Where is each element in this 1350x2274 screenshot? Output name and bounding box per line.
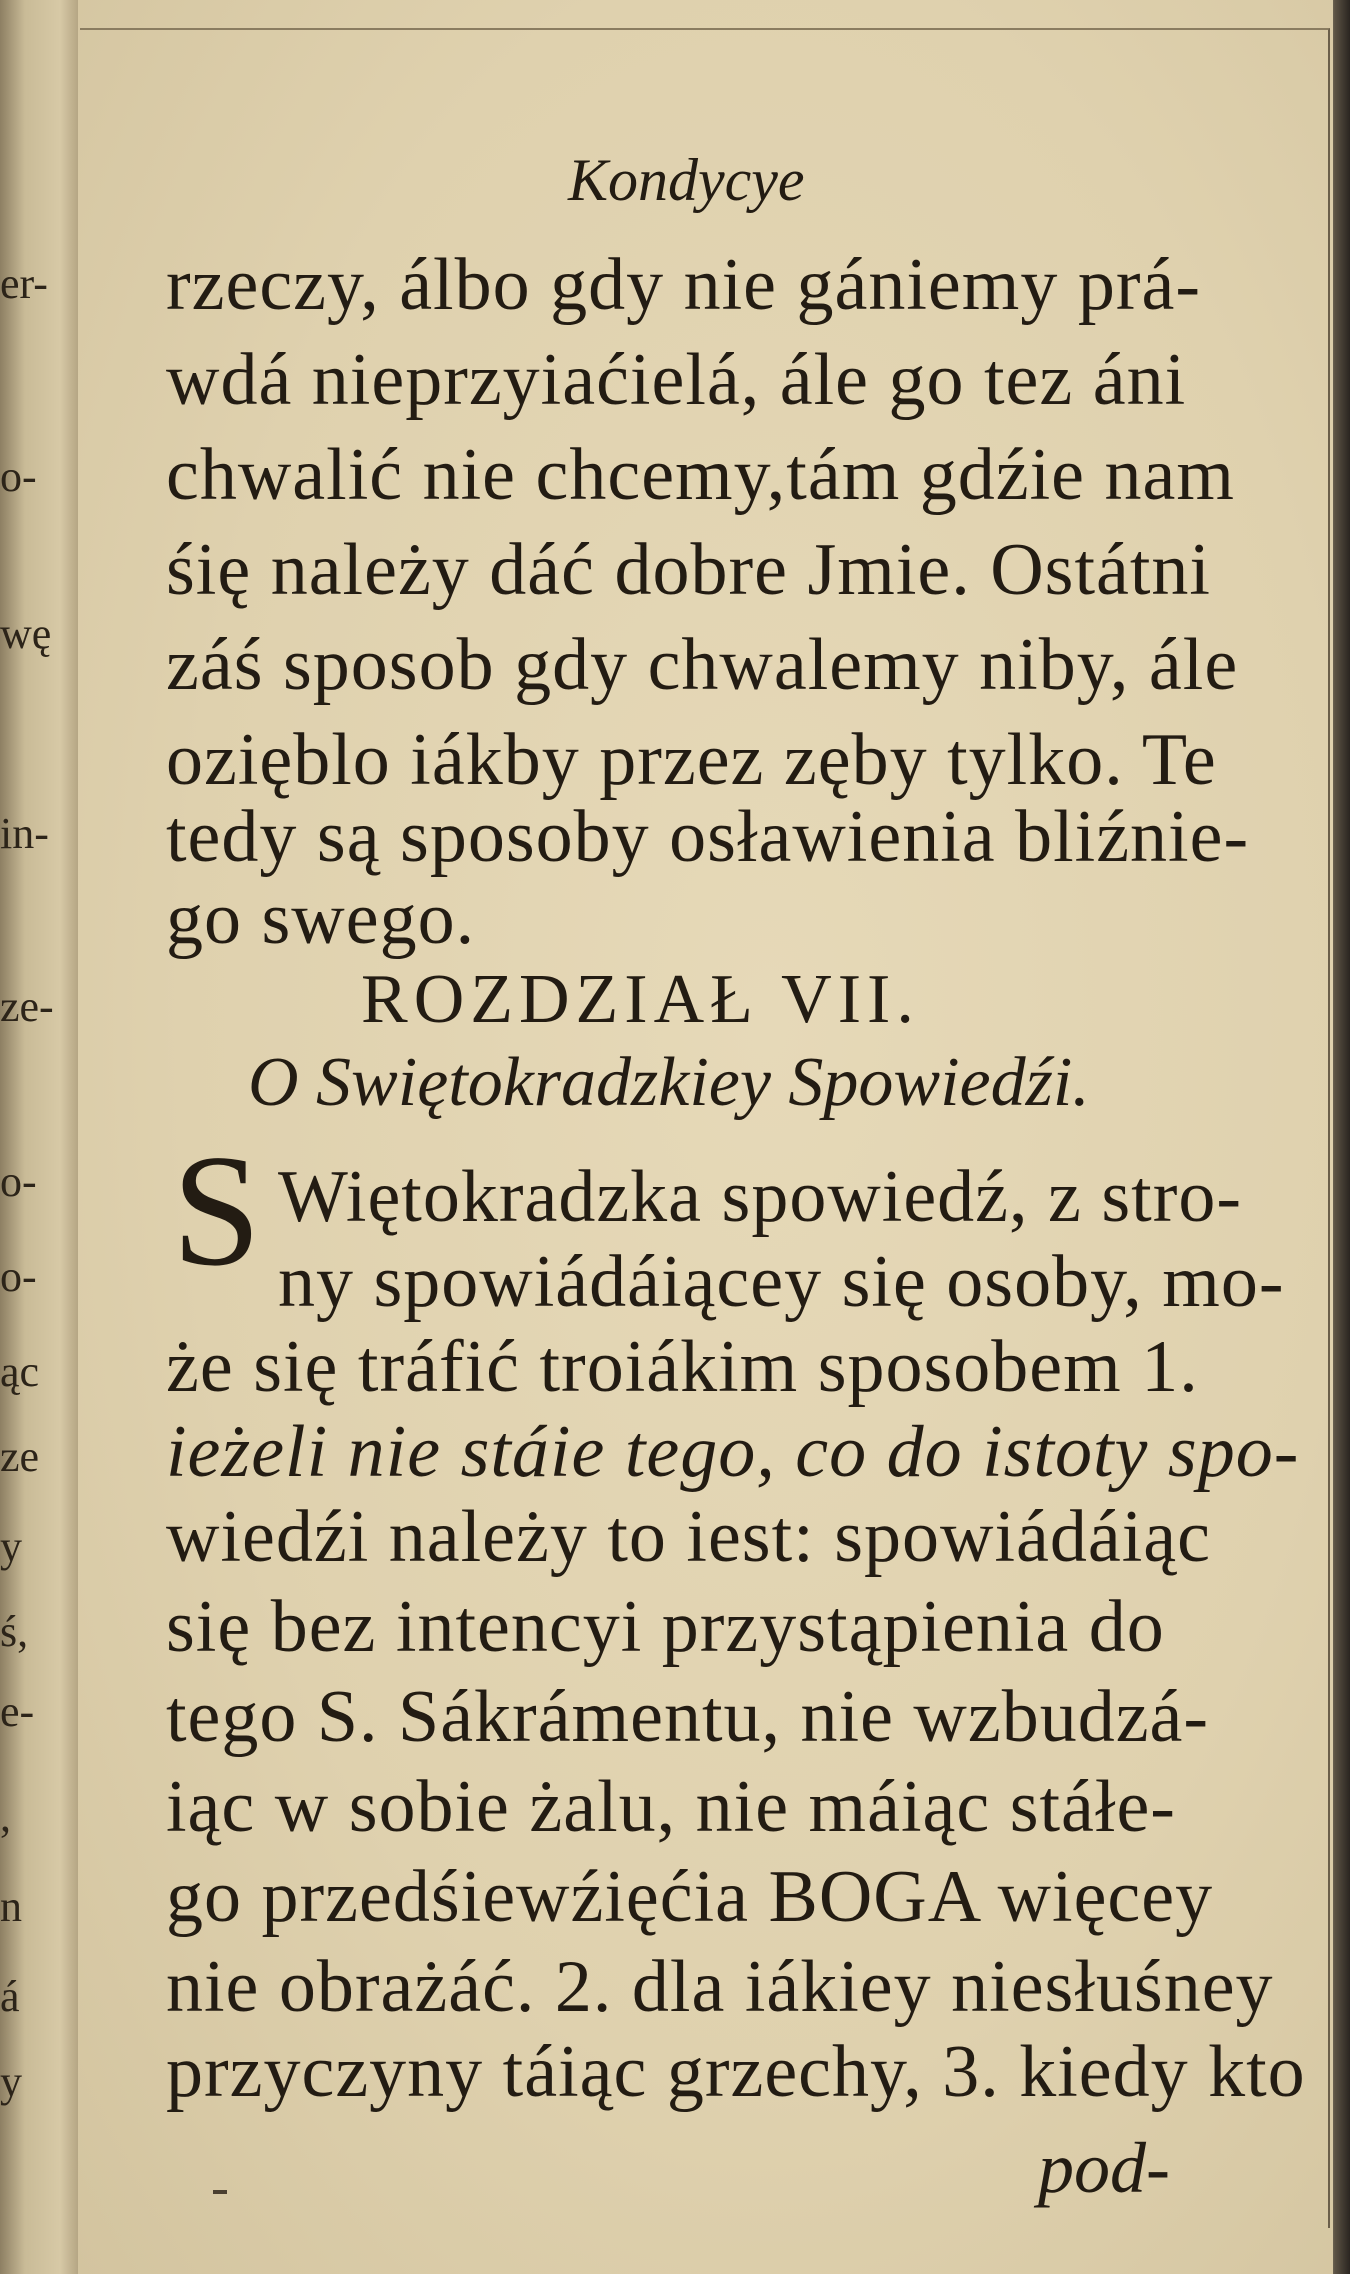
drop-cap: S — [172, 1121, 261, 1299]
margin-fragment: er- — [0, 259, 48, 308]
margin-fragment: o- — [0, 1157, 37, 1206]
margin-fragment: ąc — [0, 1347, 40, 1396]
text-line: tedy są sposoby osławienia bliźnie- — [166, 796, 1250, 878]
text-line: záś sposob gdy chwalemy niby, ále — [166, 624, 1239, 706]
margin-fragment: in- — [0, 809, 49, 858]
previous-page-edge — [0, 0, 81, 2274]
margin-fragment: ze — [0, 1432, 40, 1481]
chapter-subtitle: O Swiętokradzkiey Spowiedźi. — [248, 1044, 1090, 1121]
page-border — [80, 28, 1330, 2228]
text-line: chwalić nie chcemy,tám gdźie nam — [166, 434, 1235, 516]
margin-fragment: o- — [0, 452, 37, 501]
chapter-title: ROZDZIAŁ VII. — [361, 961, 920, 1038]
chapter-text-line: przyczyny táiąc grzechy, 3. kiedy kto — [166, 2031, 1306, 2113]
margin-fragment: y — [0, 2057, 22, 2106]
chapter-text-line: go przedśiewźięćia BOGA więcey — [166, 1856, 1214, 1938]
margin-fragment: ze- — [0, 982, 54, 1031]
chapter-text-line: ieżeli nie stáie tego, co do istoty spo- — [166, 1411, 1300, 1493]
text-line: ozięblo iákby przez zęby tylko. Te — [166, 719, 1217, 801]
chapter-text-line: Więtokradzka spowiedź, z stro- — [278, 1156, 1242, 1238]
chapter-text-line: się bez intencyi przystąpienia do — [166, 1586, 1165, 1668]
margin-fragment: wę — [0, 609, 52, 658]
chapter-text-line: iąc w sobie żalu, nie máiąc stáłe- — [166, 1766, 1176, 1848]
chapter-text-line: ny spowiádáiącey się osoby, mo- — [278, 1241, 1285, 1323]
text-line: śię należy dáć dobre Jmie. Ostátni — [166, 529, 1211, 611]
text-line: rzeczy, álbo gdy nie gániemy prá- — [166, 244, 1201, 326]
margin-fragment: o- — [0, 1252, 37, 1301]
chapter-text-line: wiedźi należy to iest: spowiádáiąc — [166, 1496, 1211, 1578]
text-line: go swego. — [166, 878, 476, 960]
margin-fragment: n — [0, 1882, 22, 1931]
running-head: Kondycye — [568, 147, 805, 213]
margin-fragment: y — [0, 1522, 22, 1571]
margin-fragment: á — [0, 1972, 20, 2021]
chapter-text-line: nie obrażáć. 2. dla iákiey niesłuśney — [166, 1946, 1274, 2028]
chapter-text-line: że się tráfić troiákim sposobem 1. — [166, 1326, 1199, 1408]
margin-fragment: , — [0, 1792, 11, 1841]
margin-fragment: e- — [0, 1687, 35, 1736]
chapter-text-line: tego S. Sákrámentu, nie wzbudzá- — [166, 1676, 1210, 1758]
text-line: wdá nieprzyiaćielá, ále go tez áni — [166, 339, 1187, 421]
margin-fragment: ś, — [0, 1607, 29, 1656]
catchword: pod- — [1038, 2128, 1170, 2208]
